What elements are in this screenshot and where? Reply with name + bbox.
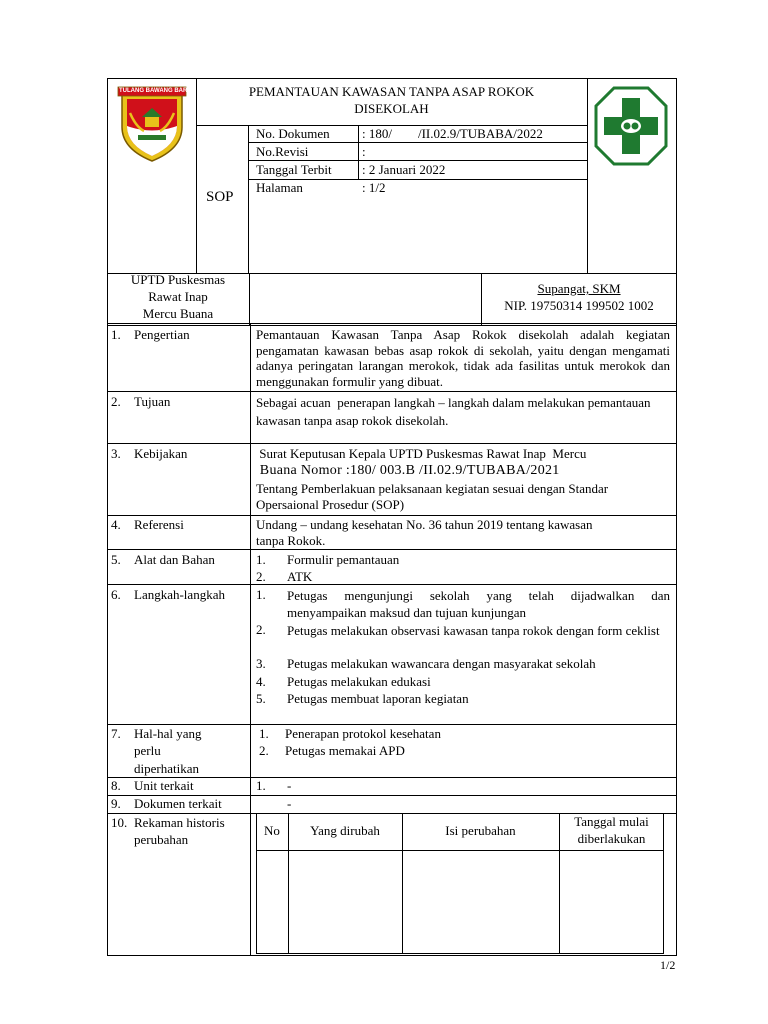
row4-line1: Undang – undang kesehatan No. 36 tahun 2019 tentang kawasan: [256, 517, 593, 532]
row7-num: 7.: [111, 726, 121, 741]
row6-label: Langkah-langkah: [134, 587, 225, 602]
row1-text: Pemantauan Kawasan Tanpa Asap Rokok disekolah adalah kegiatan pengamatan kawasan bebas asap rokok di sekolah, yaitu dengan mengamati adanya peringatan larangan merokok, tidak ada fasilitas untuk merokok dan menggunakan formulir yang dibuat.: [256, 327, 670, 389]
row1-num: 1.: [111, 327, 121, 342]
history-col-changed: Yang dirubah: [310, 823, 380, 838]
sop-divider: [248, 125, 249, 273]
history-header-line: [256, 850, 664, 851]
row6-item3-text: Petugas melakukan wawancara dengan masyarakat sekolah: [287, 656, 596, 671]
row5-item2-text: ATK: [287, 569, 313, 584]
row2-num: 2.: [111, 394, 121, 409]
row8-label: Unit terkait: [134, 778, 194, 793]
content-col-divider: [250, 323, 251, 956]
row7-item2-text: Petugas memakai APD: [285, 743, 405, 758]
org-line2: Rawat Inap: [148, 289, 208, 304]
row6-item5-num: 5.: [256, 691, 266, 706]
org-divider: [249, 273, 250, 326]
row5-item1-num: 1.: [256, 552, 266, 567]
row2-text: Sebagai acuan penerapan langkah – langkah dalam melakukan pemantauan kawasan tanpa asap rokok disekolah.: [256, 395, 654, 428]
row-line-2: [107, 443, 677, 444]
row-line-6: [107, 724, 677, 725]
row6-item4-text: Petugas melakukan edukasi: [287, 674, 431, 689]
row7-label-line1: Hal-hal yang: [134, 726, 202, 741]
row5-item1-text: Formulir pemantauan: [287, 552, 400, 567]
meta-label-page: Halaman: [256, 180, 303, 195]
row6-item2-num: 2.: [256, 622, 266, 637]
meta-row-line-1: [248, 142, 587, 143]
row3-line1: Surat Keputusan Kepala UPTD Puskesmas Rawat Inap Mercu: [256, 446, 587, 461]
row6-num: 6.: [111, 587, 121, 602]
row6-item2-text: Petugas melakukan observasi kawasan tanpa rokok dengan form ceklist: [287, 623, 660, 638]
row-line-3: [107, 515, 677, 516]
row3-label: Kebijakan: [134, 446, 188, 461]
row4-num: 4.: [111, 517, 121, 532]
row2-label: Tujuan: [134, 394, 171, 409]
row7-item1-num: 1.: [259, 726, 269, 741]
row10-label-line1: Rekaman historis: [134, 815, 225, 830]
meta-label-date: Tanggal Terbit: [256, 162, 332, 177]
row3-num: 3.: [111, 446, 121, 461]
meta-value-doc: : 180/ /II.02.9/TUBABA/2022: [362, 126, 543, 141]
row8-item-num: 1.: [256, 778, 266, 793]
meta-row-line-2: [248, 160, 587, 161]
page-title-line1: PEMANTAUAN KAWASAN TANPA ASAP ROKOK: [248, 84, 535, 99]
row3-line2: Buana Nomor :180/ 003.B /II.02.9/TUBABA/2021: [256, 463, 560, 478]
page-title-line2: DISEKOLAH: [354, 101, 429, 116]
puskesmas-logo: [594, 86, 668, 166]
row6-item4-num: 4.: [256, 674, 266, 689]
row8-num: 8.: [111, 778, 121, 793]
row-line-1: [107, 391, 677, 392]
row5-item2-num: 2.: [256, 569, 266, 584]
meta-label-doc: No. Dokumen: [256, 126, 330, 141]
logo-banner-text: TULANG BAWANG BARAT: [119, 88, 195, 94]
org-line1: UPTD Puskesmas: [130, 272, 226, 287]
row6-item3-num: 3.: [256, 656, 266, 671]
regency-logo: [114, 83, 195, 163]
history-col-content: Isi perubahan: [445, 823, 516, 838]
row7-item2-num: 2.: [259, 743, 269, 758]
row9-num: 9.: [111, 796, 121, 811]
org-line3: Mercu Buana: [142, 306, 214, 321]
meta-value-rev: :: [362, 144, 366, 159]
row8-value: -: [287, 778, 292, 793]
meta-col-divider: [358, 125, 359, 180]
row4-line2: tanpa Rokok.: [256, 533, 326, 548]
row3-line3: Tentang Pemberlakuan pelaksanaan kegiatan sesuai dengan Standar: [256, 481, 609, 496]
row7-label-line2: perlu: [134, 743, 161, 758]
row10-label-line2: perubahan: [134, 832, 189, 847]
row7-label-line3: diperhatikan: [134, 761, 199, 776]
meta-value-page: : 1/2: [362, 180, 386, 195]
row10-num: 10.: [111, 815, 128, 830]
row6-item5-text: Petugas membuat laporan kegiatan: [287, 691, 469, 706]
row-line-4: [107, 549, 677, 550]
row1-label: Pengertian: [134, 327, 190, 342]
signer-name: Supangat, SKM: [537, 281, 621, 296]
history-col-date-line2: diberlakukan: [577, 831, 646, 846]
signer-nip: NIP. 19750314 199502 1002: [504, 298, 654, 313]
row6-item1-num: 1.: [256, 587, 266, 602]
sop-label: SOP: [206, 189, 234, 205]
page-number: 1/2: [660, 958, 676, 972]
row3-line4: Opersaional Prosedur (SOP): [256, 497, 405, 512]
meta-value-date: : 2 Januari 2022: [362, 162, 446, 177]
row7-item1-text: Penerapan protokol kesehatan: [285, 726, 441, 741]
meta-label-rev: No.Revisi: [256, 144, 309, 159]
row5-label: Alat dan Bahan: [134, 552, 215, 567]
history-col-no: No: [264, 823, 280, 838]
row4-label: Referensi: [134, 517, 184, 532]
history-col-date-line1: Tanggal mulai: [574, 814, 649, 829]
row-line-5: [107, 584, 677, 585]
header-divider-right: [587, 78, 588, 273]
row6-item1-text: Petugas mengunjungi sekolah yang telah dijadwalkan dan menyampaikan maksud dan tujuan kunjungan: [287, 588, 670, 620]
row9-label: Dokumen terkait: [134, 796, 222, 811]
row9-value: -: [287, 796, 292, 811]
row5-num: 5.: [111, 552, 121, 567]
